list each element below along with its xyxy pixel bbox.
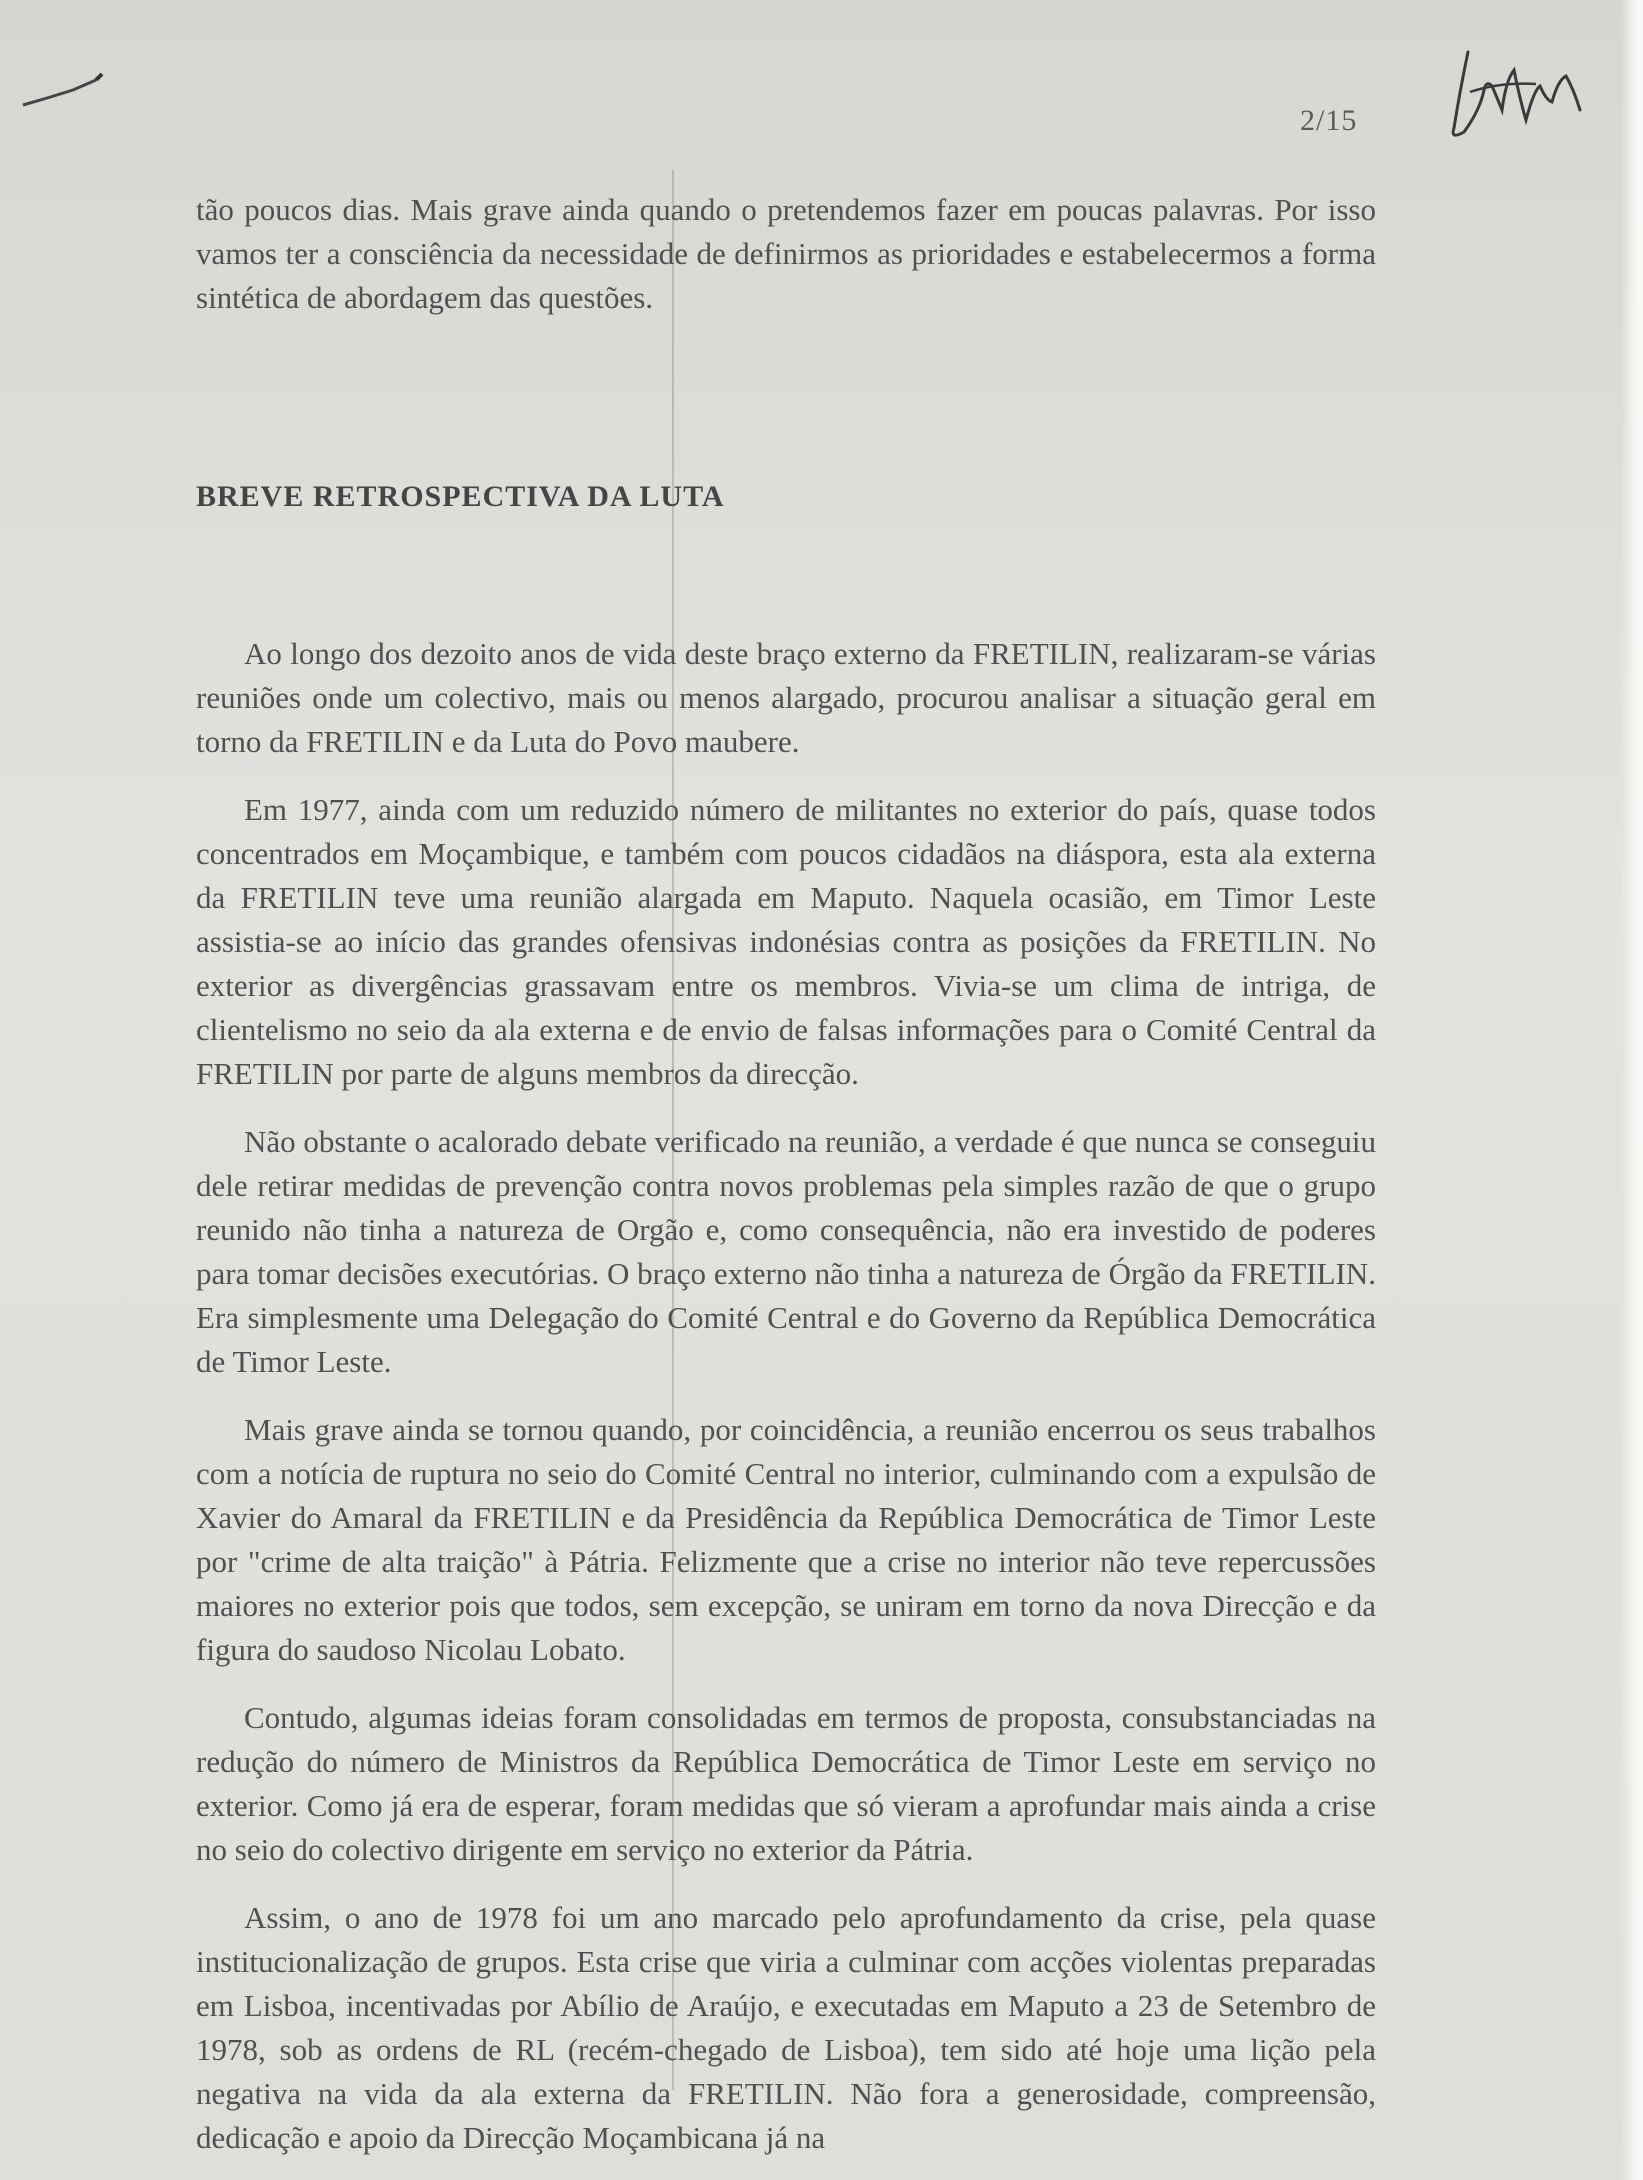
paragraph: Não obstante o acalorado debate verificado na reunião, a verdade é que nunca se conseguiu dele retirar medidas de prevenção contra novos problemas pela simples razão de que o grupo reunido não tinha a natureza de Orgão e, como consequência, não era investido de poderes para tomar decisões executórias. O braço externo não tinha a natureza de Órgão da FRETILIN. Era simplesmente uma Delegação do Comité Central e do Governo da República Democrática de Timor Leste. [196,1124,1376,1379]
paragraph: Contudo, algumas ideias foram consolidadas em termos de proposta, consubstanciadas na redução do número de Ministros da República Democrática de Timor Leste em serviço no exterior. Como já era de esperar, foram medidas que só vieram a aprofundar mais ainda a crise no seio do colectivo dirigente em serviço no exterior da Pátria. [196,1700,1376,1867]
handwritten-initials-icon [1440,40,1590,150]
paragraph: Assim, o ano de 1978 foi um ano marcado pelo aprofundamento da crise, pela quase institucionalização de grupos. Esta crise que viria a culminar com acções violentas preparadas em Lisboa, incentivadas por Abílio de Araújo, e executadas em Maputo a 23 de Setembro de 1978, sob as ordens de RL (recém-chegado de Lisboa), tem sido até hoje uma lição pela negativa na vida da ala externa da FRETILIN. Não fora a generosidade, compreensão, dedicação e apoio da Direcção Moçambicana já na [196,1900,1376,2155]
paragraph: Ao longo dos dezoito anos de vida deste braço externo da FRETILIN, realizaram-se várias reuniões onde um colectivo, mais ou menos alargado, procurou analisar a situação geral em torno da FRETILIN e da Luta do Povo maubere. [196,636,1376,759]
intro-paragraph: tão poucos dias. Mais grave ainda quando o pretendemos fazer em poucas palavras. Por isso vamos ter a consciência da necessidade de definirmos as prioridades e estabelecermos a forma sintética de abordagem das questões. [196,192,1376,315]
staple-mark-icon [18,60,108,120]
paragraph: Mais grave ainda se tornou quando, por coincidência, a reunião encerrou os seus trabalhos com a notícia de ruptura no seio do Comité Central no interior, culminando com a expulsão de Xavier do Amaral da FRETILIN e da Presidência da República Democrática de Timor Leste por "crime de alta traição" à Pátria. Felizmente que a crise no interior não teve repercussões maiores no exterior pois que todos, sem excepção, se uniram em torno da nova Direcção e da figura do saudoso Nicolau Lobato. [196,1412,1376,1667]
paragraph: Em 1977, ainda com um reduzido número de militantes no exterior do país, quase todos concentrados em Moçambique, e também com poucos cidadãos na diáspora, esta ala externa da FRETILIN teve uma reunião alargada em Maputo. Naquela ocasião, em Timor Leste assistia-se ao início das grandes ofensivas indonésias contra as posições da FRETILIN. No exterior as divergências grassavam entre os membros. Vivia-se um clima de intriga, de clientelismo no seio da ala externa e de envio de falsas informações para o Comité Central da FRETILIN por parte de alguns membros da direcção. [196,792,1376,1091]
document-body [196,188,1376,2180]
page-edge [1621,0,1643,2180]
page-number: 2/15 [1300,104,1358,137]
section-heading: BREVE RETROSPECTIVA DA LUTA [196,480,725,513]
